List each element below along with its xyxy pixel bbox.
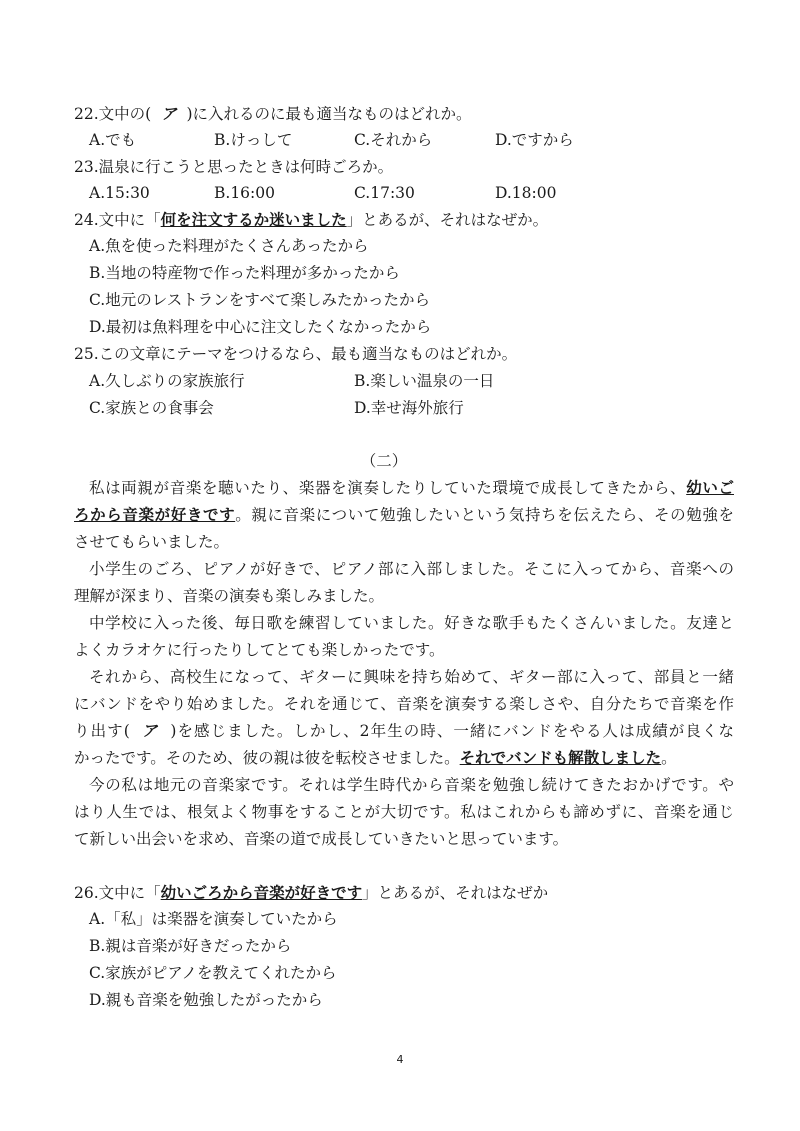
q26-option-d[interactable]: D.親も音楽を勉強したがったから bbox=[89, 991, 323, 1009]
q23-option-c[interactable]: C.17:30 bbox=[354, 184, 415, 202]
passage-line-5: 理解が深まり、音楽の演奏も楽しみました。 bbox=[74, 587, 385, 605]
q22-option-b[interactable]: B.けっして bbox=[214, 131, 293, 149]
question-22-pre: 文中の( bbox=[98, 105, 152, 123]
question-25: 25.この文章にテーマをつけるなら、最も適当なものはどれか。 bbox=[74, 345, 518, 363]
q25-option-b[interactable]: B.楽しい温泉の一日 bbox=[354, 372, 495, 390]
blank-a-marker: ア bbox=[161, 104, 177, 123]
page-number: 4 bbox=[396, 1053, 404, 1066]
passage-line-4: 小学生のごろ、ピアノが好きで、ピアノ部に入部しました。そこに入ってから、音楽への bbox=[89, 560, 734, 578]
question-22-post: )に入れるのに最も適当なものはどれか。 bbox=[186, 105, 472, 123]
passage-text: 。親に音楽について勉強したいという気持ちを伝えたら、その勉強を bbox=[235, 506, 734, 524]
q24-option-d[interactable]: D.最初は魚料理を中心に注文したくなかったから bbox=[89, 318, 432, 336]
passage-text: かったです。そのため、彼の親は彼を転校させました。 bbox=[74, 749, 460, 767]
q24-option-c[interactable]: C.地元のレストランをすべて楽しみたかったから bbox=[89, 291, 430, 309]
passage-line-7: よくカラオケに行ったりしてとても楽しかったです。 bbox=[74, 641, 445, 659]
section-heading: （二） bbox=[360, 452, 408, 470]
passage-text: )を感じました。しかし、2年生の時、一緒にバンドをやる人は成績が良くな bbox=[170, 722, 734, 740]
passage-line-10 bbox=[74, 721, 734, 741]
question-22 bbox=[74, 104, 472, 124]
q23-option-a[interactable]: A.15:30 bbox=[89, 184, 150, 202]
q22-option-c[interactable]: C.それから bbox=[354, 131, 433, 149]
q23-option-b[interactable]: B.16:00 bbox=[214, 184, 275, 202]
q23-option-d[interactable]: D.18:00 bbox=[495, 184, 557, 202]
passage-line-8: それから、高校生になって、ギターに興味を持ち始めて、ギター部に入って、部員と一緒 bbox=[89, 668, 734, 686]
q22-option-a[interactable]: A.でも bbox=[89, 131, 137, 149]
passage-text: 。 bbox=[661, 749, 677, 767]
question-24 bbox=[74, 210, 548, 230]
q25-option-d[interactable]: D.幸せ海外旅行 bbox=[354, 399, 464, 417]
passage-line-1 bbox=[89, 478, 734, 498]
q25-option-c[interactable]: C.家族との食事会 bbox=[89, 399, 214, 417]
question-26-quote: 幼いごろから音楽が好きです bbox=[160, 883, 363, 902]
blank-a-marker-passage: ア bbox=[141, 721, 159, 740]
question-23: 23.温泉に行こうと思ったときは何時ごろか。 bbox=[74, 158, 394, 176]
question-26 bbox=[74, 883, 548, 903]
passage-text: 私は両親が音楽を聴いたり、楽器を演奏したりしていた環境で成長してきたから、 bbox=[89, 479, 687, 497]
question-22-number: 22. bbox=[74, 105, 99, 123]
passage-line-11 bbox=[74, 748, 734, 768]
underlined-phrase-1a: 幼いご bbox=[686, 478, 734, 497]
q22-option-d[interactable]: D.ですから bbox=[495, 131, 574, 149]
q24-option-a[interactable]: A.魚を使った料理がたくさんあったから bbox=[89, 237, 369, 255]
passage-line-3: させてもらいました。 bbox=[74, 533, 230, 551]
q26-option-c[interactable]: C.家族がピアノを教えてくれたから bbox=[89, 964, 337, 982]
underlined-phrase-2: それでバンドも解散しました bbox=[459, 748, 662, 767]
passage-line-6: 中学校に入った後、毎日歌を練習していました。好きな歌手もたくさんいました。友達と bbox=[89, 614, 734, 632]
q26-option-b[interactable]: B.親は音楽が好きだったから bbox=[89, 937, 292, 955]
passage-line-2 bbox=[74, 505, 734, 525]
question-24-pre: 24.文中に「 bbox=[74, 211, 161, 229]
q24-option-b[interactable]: B.当地の特産物で作った料理が多かったから bbox=[89, 264, 400, 282]
question-24-post: 」とあるが、それはなぜか。 bbox=[346, 211, 549, 229]
passage-line-12: 今の私は地元の音楽家です。それは学生時代から音楽を勉強し続けてきたおかげです。や bbox=[89, 776, 734, 794]
passage-text: り出す( bbox=[74, 722, 130, 740]
question-26-pre: 26.文中に「 bbox=[74, 884, 161, 902]
passage-line-13: はり人生では、根気よく物事をすることが大切です。私はこれからも諦めずに、音楽を通じ bbox=[74, 803, 734, 821]
q26-option-a[interactable]: A.「私」は楽器を演奏していたから bbox=[89, 910, 338, 928]
question-24-quote: 何を注文するか迷いました bbox=[160, 210, 347, 229]
question-26-post: 」とあるが、それはなぜか bbox=[362, 884, 549, 902]
q25-option-a[interactable]: A.久しぶりの家族旅行 bbox=[89, 372, 245, 390]
passage-line-14: て新しい出会いを求め、音楽の道で成長していきたいと思っています。 bbox=[74, 830, 569, 848]
passage-line-9: にバンドをやり始めました。それを通じて、音楽を演奏する楽しさや、自分たちで音楽を作 bbox=[74, 695, 734, 713]
underlined-phrase-1b: ろから音楽が好きです bbox=[74, 505, 236, 524]
